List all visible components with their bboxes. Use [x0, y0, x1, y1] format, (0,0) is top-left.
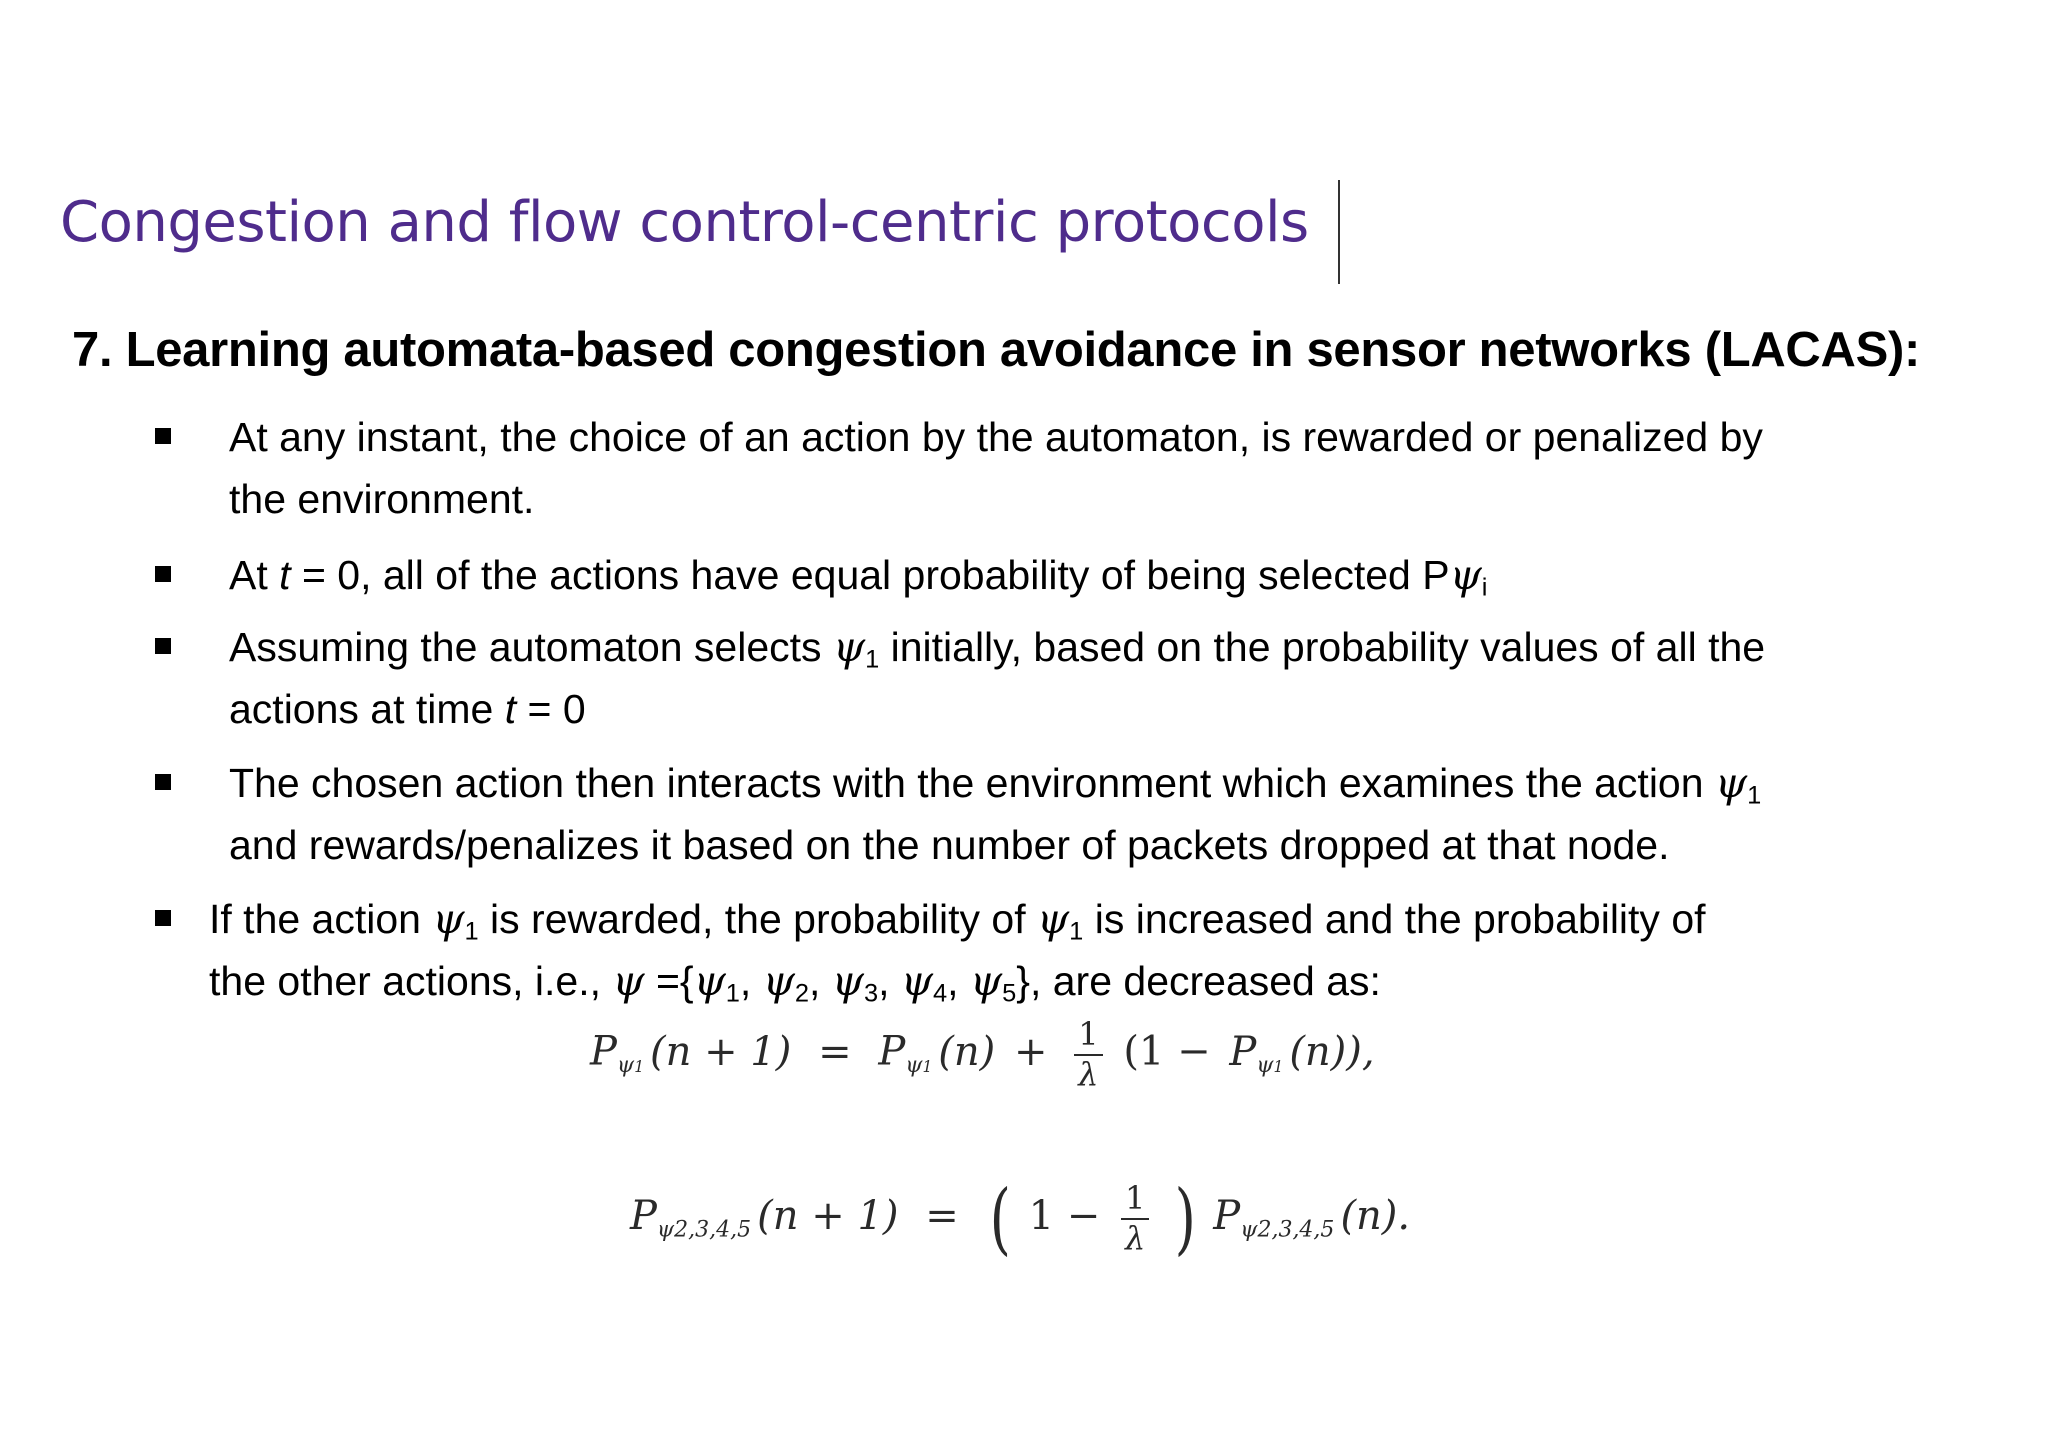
psi-symbol: ψ: [831, 957, 864, 1005]
eq-P: P: [1229, 1028, 1257, 1075]
eq-term: (n): [938, 1028, 996, 1075]
eq-plus: +: [1014, 1028, 1048, 1075]
eq-subscript: [905, 1053, 932, 1078]
bullet-5-line-2: [209, 957, 1381, 1008]
text: }, are decreased as:: [1016, 958, 1381, 1004]
bullet-marker-5: [155, 910, 171, 926]
subscript: 5: [1002, 979, 1017, 1008]
subscript: 1: [1273, 1058, 1284, 1077]
subscript: i: [1481, 573, 1488, 602]
text: is rewarded, the probability of: [478, 896, 1038, 942]
var-t: t: [504, 686, 517, 732]
equation-2: [630, 1174, 1411, 1264]
eq-equals: =: [925, 1193, 959, 1239]
subscript: 1: [922, 1058, 933, 1077]
eq-P: P: [590, 1028, 617, 1075]
eq-equals: =: [818, 1028, 852, 1075]
psi-symbol: ψ: [900, 957, 934, 1005]
text: actions at time: [229, 686, 505, 732]
comma: ,: [808, 958, 832, 1004]
eq-P: P: [1213, 1193, 1241, 1239]
psi-symbol: ψ: [612, 957, 645, 1005]
bullet-3-line-2: [229, 686, 586, 732]
text: The chosen action then interacts with the environment which examines the action: [229, 760, 1715, 806]
eq-right-paren: ): [1174, 1174, 1196, 1264]
eq-left-paren: (: [990, 1174, 1012, 1264]
eq-term: (n)),: [1289, 1028, 1375, 1075]
subscript: 1: [464, 917, 479, 946]
subscript: 1: [1069, 917, 1084, 946]
bullet-2-line-1: [229, 551, 1488, 602]
text: = 0, all of the actions have equal probability of being selected P: [290, 552, 1450, 598]
eq-fraction: [1074, 1015, 1102, 1093]
bullet-marker-4: [155, 774, 171, 790]
fraction-numerator: 1: [1121, 1182, 1149, 1220]
bullet-marker-1: [155, 428, 171, 444]
text: At: [229, 552, 280, 598]
eq-subscript: [617, 1053, 644, 1078]
eq-P: P: [630, 1193, 657, 1239]
section-heading: 7. Learning automata-based congestion avoidance in sensor networks (LACAS):: [72, 323, 1921, 377]
subscript: 1: [865, 645, 880, 674]
subscript: 1: [634, 1058, 644, 1077]
eq-fraction: [1121, 1179, 1149, 1257]
eq-P: P: [878, 1028, 906, 1075]
bullet-marker-3: [155, 638, 171, 654]
psi-symbol: ψ: [832, 623, 866, 671]
text-cursor: [1338, 180, 1340, 284]
text: the other actions, i.e.,: [209, 958, 613, 1004]
fraction-denominator: λ: [1125, 1219, 1146, 1257]
bullet-1-line-1: At any instant, the choice of an action by the automaton, is rewarded or penalized by: [229, 414, 1763, 460]
eq-term: (n).: [1340, 1193, 1411, 1239]
psi-symbol: ψ: [1449, 551, 1482, 599]
eq-subscript: [1256, 1053, 1283, 1078]
psi-symbol: ψ: [905, 1053, 923, 1079]
subscript: 1: [1747, 781, 1762, 810]
comma: ,: [739, 958, 763, 1004]
subscript: 1: [725, 979, 740, 1008]
comma: ,: [947, 958, 970, 1004]
eq-subscript: ψ2,3,4,5: [1240, 1217, 1335, 1243]
subscript: 4: [933, 979, 948, 1008]
eq-subscript: ψ2,3,4,5: [656, 1217, 752, 1243]
eq-term: (n + 1): [757, 1193, 899, 1239]
text: Assuming the automaton selects: [229, 624, 833, 670]
text: If the action: [209, 896, 433, 942]
text: ={: [644, 958, 694, 1004]
bullet-1-line-2: the environment.: [229, 476, 535, 522]
psi-symbol: ψ: [1714, 759, 1748, 807]
slide-title: Congestion and flow control-centric protocols: [60, 190, 1309, 255]
bullet-marker-2: [155, 566, 171, 582]
fraction-denominator: λ: [1078, 1054, 1099, 1093]
eq-term: (1 −: [1123, 1028, 1211, 1075]
text: = 0: [516, 686, 586, 732]
psi-symbol: ψ: [1256, 1053, 1274, 1079]
psi-symbol: ψ: [1037, 895, 1070, 943]
psi-symbol: ψ: [762, 957, 795, 1005]
bullet-4-line-1: [229, 759, 1762, 810]
subscript: 3: [863, 979, 879, 1008]
eq-term: 1 −: [1028, 1193, 1101, 1239]
bullet-5-line-1: [209, 895, 1706, 946]
fraction-numerator: 1: [1074, 1018, 1102, 1056]
eq-term: (n + 1): [649, 1028, 792, 1075]
subscript: 2: [794, 979, 809, 1008]
bullet-4-line-2: and rewards/penalizes it based on the number of packets dropped at that node.: [229, 822, 1670, 868]
equation-1: [590, 1015, 1375, 1093]
var-t: t: [279, 552, 291, 598]
psi-symbol: ψ: [693, 957, 726, 1005]
comma: ,: [878, 958, 901, 1004]
psi-symbol: ψ: [969, 957, 1003, 1005]
psi-symbol: ψ: [432, 895, 465, 943]
text: initially, based on the probability values of all the: [879, 624, 1766, 670]
bullet-3-line-1: [229, 623, 1766, 674]
psi-symbol: ψ: [616, 1053, 635, 1079]
text: is increased and the probability of: [1083, 896, 1706, 942]
